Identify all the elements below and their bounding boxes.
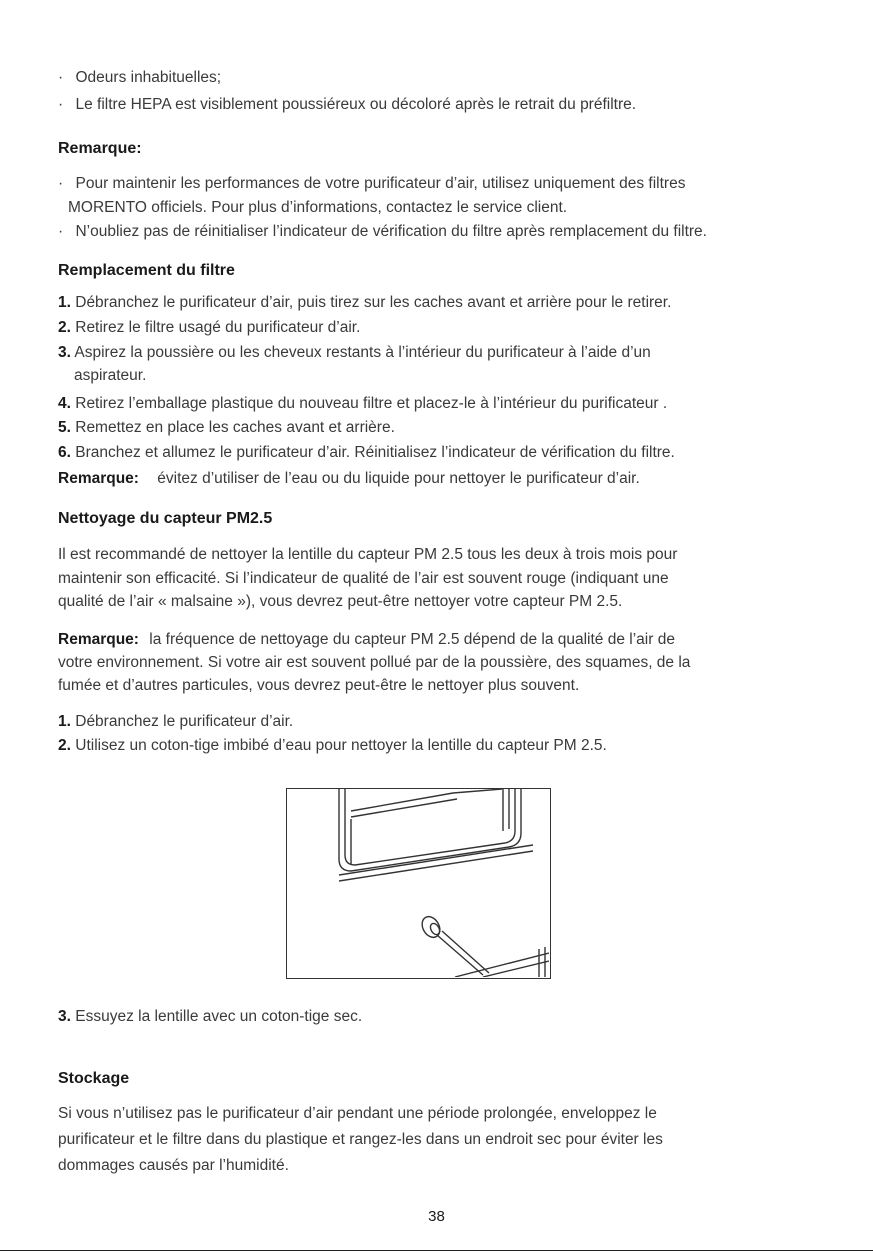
step-text: Retirez le filtre usagé du purificateur d’air. <box>70 319 361 336</box>
remark-line <box>58 630 675 650</box>
step-text: Débranchez le purificateur d’air. <box>70 713 294 730</box>
step-item <box>58 293 671 313</box>
bullet-item <box>58 222 707 242</box>
step-number: 6. <box>58 444 71 461</box>
remark-heading: Remarque: <box>58 140 142 157</box>
bullet-text: Pour maintenir les performances de votre purificateur d’air, utilisez uniquement des filtres <box>75 175 686 192</box>
bullet-text: N’oubliez pas de réinitialiser l’indicateur de vérification du filtre après remplacement du filtre. <box>75 223 707 240</box>
step-item <box>58 343 651 363</box>
step-text: Aspirez la poussière ou les cheveux restants à l’intérieur du purificateur à l’aide d’un <box>70 344 651 361</box>
step-text: Débranchez le purificateur d’air, puis tirez sur les caches avant et arrière pour le retirer. <box>70 294 672 311</box>
step-item <box>58 394 667 414</box>
page-number: 38 <box>428 1208 445 1225</box>
step-text-continuation: aspirateur. <box>74 367 147 384</box>
bullet-symbol: · <box>58 223 64 240</box>
step-item <box>58 318 360 338</box>
bullet-text-continuation: MORENTO officiels. Pour plus d’informations, contactez le service client. <box>68 199 568 216</box>
remark-label: Remarque: <box>58 470 139 487</box>
step-number: 1. <box>58 713 71 730</box>
paragraph-line: maintenir son efficacité. Si l’indicateur de qualité de l’air est souvent rouge (indiquant une <box>58 570 669 587</box>
paragraph-line: votre environnement. Si votre air est souvent pollué par de la poussière, des squames, de la <box>58 654 691 671</box>
bullet-item <box>58 174 685 194</box>
step-number: 3. <box>58 344 71 361</box>
paragraph-line: dommages causés par l’humidité. <box>58 1157 289 1174</box>
section-heading-sensor-cleaning: Nettoyage du capteur PM2.5 <box>58 510 273 527</box>
step-number: 1. <box>58 294 71 311</box>
remark-text: la fréquence de nettoyage du capteur PM 2.5 dépend de la qualité de l’air de <box>149 631 675 648</box>
step-number: 2. <box>58 737 71 754</box>
bullet-item <box>58 68 221 88</box>
paragraph-line: fumée et d’autres particules, vous devrez peut-être le nettoyer plus souvent. <box>58 677 580 694</box>
paragraph-line: Il est recommandé de nettoyer la lentille du capteur PM 2.5 tous les deux à trois mois pour <box>58 546 678 563</box>
purifier-sensor-drawing <box>287 789 549 977</box>
remark-text: évitez d’utiliser de l’eau ou du liquide pour nettoyer le purificateur d’air. <box>157 470 640 487</box>
bullet-symbol: · <box>58 69 64 86</box>
step-item <box>58 443 675 463</box>
step-number: 5. <box>58 419 71 436</box>
step-text: Retirez l’emballage plastique du nouveau filtre et placez-le à l’intérieur du purificateur . <box>70 395 668 412</box>
section-heading-storage: Stockage <box>58 1070 130 1087</box>
step-number: 3. <box>58 1008 71 1025</box>
step-item <box>58 736 607 756</box>
step-text: Remettez en place les caches avant et arrière. <box>70 419 395 436</box>
paragraph-line: purificateur et le filtre dans du plastique et rangez-les dans un endroit sec pour éviter les <box>58 1131 663 1148</box>
paragraph-line: qualité de l’air « malsaine »), vous devrez peut-être nettoyer votre capteur PM 2.5. <box>58 593 623 610</box>
remark-label: Remarque: <box>58 631 139 648</box>
step-item <box>58 712 293 732</box>
bullet-text: Le filtre HEPA est visiblement poussiéreux ou décoloré après le retrait du préfiltre. <box>75 96 637 113</box>
footer-divider <box>0 1250 873 1251</box>
section-heading-filter-replacement: Remplacement du filtre <box>58 262 235 279</box>
step-item <box>58 418 395 438</box>
step-text: Utilisez un coton-tige imbibé d’eau pour nettoyer la lentille du capteur PM 2.5. <box>70 737 607 754</box>
remark-line <box>58 469 640 489</box>
bullet-symbol: · <box>58 175 64 192</box>
bullet-text: Odeurs inhabituelles; <box>75 69 222 86</box>
step-text: Branchez et allumez le purificateur d’air. Réinitialisez l’indicateur de vérification du filtre. <box>70 444 675 461</box>
step-text: Essuyez la lentille avec un coton-tige sec. <box>70 1008 363 1025</box>
bullet-symbol: · <box>58 96 64 113</box>
step-number: 4. <box>58 395 71 412</box>
step-number: 2. <box>58 319 71 336</box>
bullet-item <box>58 95 636 115</box>
sensor-cleaning-illustration <box>286 788 551 979</box>
step-item <box>58 1007 362 1027</box>
paragraph-line: Si vous n’utilisez pas le purificateur d’air pendant une période prolongée, enveloppez le <box>58 1105 657 1122</box>
